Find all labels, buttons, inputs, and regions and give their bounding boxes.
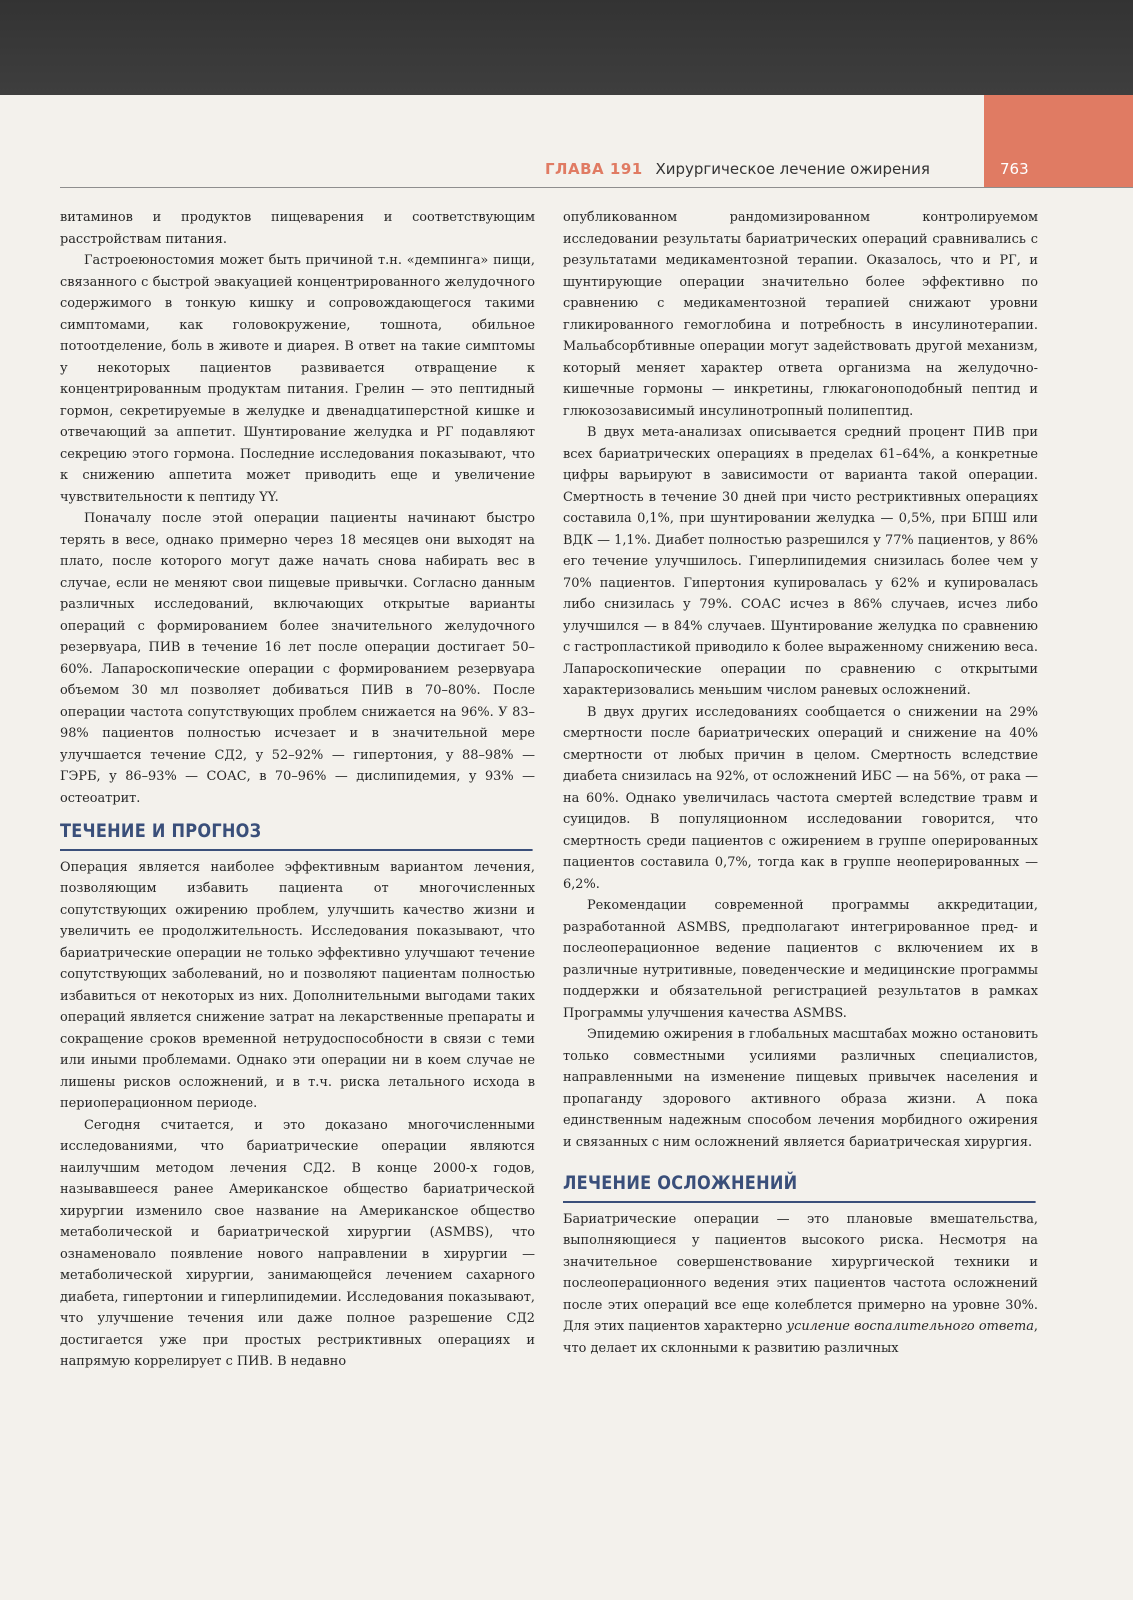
page-number: 763 xyxy=(1000,160,1029,178)
paragraph-text: , что делает их склонными к развитию различных xyxy=(563,1319,1039,1356)
paragraph xyxy=(563,1209,1038,1360)
left-column xyxy=(60,207,535,1373)
section-heading-course-prognosis: ТЕЧЕНИЕ И ПРОГНОЗ xyxy=(60,821,532,851)
paragraph: Сегодня считается, и это доказано многочисленными исследованиями, что бариатрические операции являются наилучшим методом лечения СД2. В конце 2000-х годов, называвшееся ранее Американское общество бариатрической хирургии изменило свое название на Американское общество метаболической и бариатрической хирургии (ASMBS), что ознаменовало появление нового направлении в хирургии — метаболической хирургии, занимающейся лечением сахарного диабета, гипертонии и гиперлипидемии. Исследования показывают, что улучшение течения или даже полное разрешение СД2 достигается уже при простых рестриктивных операциях и напрямую коррелирует с ПИВ. В недавно xyxy=(60,1117,535,1369)
header-rule xyxy=(60,187,1133,188)
chapter-title: Хирургическое лечение ожирения xyxy=(655,160,930,178)
paragraph: В двух других исследованиях сообщается о снижении на 29% смертности после бариатрических операций и снижение на 40% смертности от любых причин в целом. Смертность вследствие диабета снизилась на 92%, от осложнений ИБС — на 56%, от рака — на 60%. Однако увеличилась частота смертей вследствие травм и суицидов. В популяционном исследовании говорится, что смертность среди пациентов с ожирением в группе оперированных пациентов составила 0,7%, тогда как в группе неоперированных — 6,2%. xyxy=(563,704,1038,892)
paragraph: Поначалу после этой операции пациенты начинают быстро терять в весе, однако примерно через 18 месяцев они выходят на плато, после которого могут даже начать снова набирать вес в случае, если не меняют свои пищевые привычки. Согласно данным различных исследований, включающих открытые варианты операций с формированием более значительного желудочного резервуара, ПИВ в течение 16 лет после операции достигает 50–60%. Лапароскопические операции с формированием резервуара объемом 30 мл позволяет добиваться ПИВ в 70–80%. После операции частота сопутствующих проблем снижается на 96%. У 83–98% пациентов полностью исчезает и в значительной мере улучшается течение СД2, у 52–92% — гипертония, у 88–98% — ГЭРБ, у 86–93% — СОАС, в 70–96% — дислипидемия, у 93% — остеоатрит. xyxy=(60,511,535,806)
paragraph: В двух мета-анализах описывается средний процент ПИВ при всех бариатрических операциях в пределах 61–64%, а конкретные цифры варьируют в зависимости от варианта такой операции. Смертность в течение 30 дней при чисто рестриктивных операциях составила 0,1%, при шунтировании желудка — 0,5%, при БПШ или ВДК — 1,1%. Диабет полностью разрешился у 77% пациентов, у 86% его течение улучшилось. Гиперлипидемия снизилась более чем у 70% пациентов. Гипертония купировалась у 62% и купировалась либо снизилась у 79%. СОАС исчез в 86% случаев, исчез либо улучшился — в 84% случаев. Шунтирование желудка по сравнению с гастропластикой приводило к более выраженному снижению веса. Лапароскопические операции по сравнению с открытыми характеризовались меньшим числом раневых осложнений. xyxy=(563,425,1038,698)
paragraph: витаминов и продуктов пищеварения и соответствующим расстройствам питания. xyxy=(60,210,535,247)
paragraph: Рекомендации современной программы аккредитации, разработанной ASMBS, предполагают интегрированное пред- и послеоперационное ведение пациентов с включением их в различные нутритивные, поведенческие и медицинские программы поддержки и обязательной регистрацией результатов в рамках Программы улучшения качества ASMBS. xyxy=(563,898,1038,1021)
section-heading-complications: ЛЕЧЕНИЕ ОСЛОЖНЕНИЙ xyxy=(563,1173,1035,1203)
chapter-label: ГЛАВА 191 xyxy=(545,160,643,178)
emphasis-text: усиление воспалительного ответа xyxy=(786,1319,1034,1334)
running-header xyxy=(545,160,930,178)
paragraph: Операция является наиболее эффективным вариантом лечения, позволяющим избавить пациента от многочисленных сопутствующих ожирению проблем, улучшить качество жизни и увеличить ее продолжительность. Исследования показывают, что бариатрические операции не только эффективно улучшают течение сопутствующих заболеваний, но и позволяют пациентам полностью избавиться от некоторых из них. Дополнительными выгодами таких операций является снижение затрат на лекарственные препараты и сокращение сроков временной нетрудоспособности в связи с теми или иными проблемами. Однако эти операции ни в коем случае не лишены рисков осложнений, и в т.ч. риска летального исхода в периоперационном периоде. xyxy=(60,859,535,1111)
right-column xyxy=(563,207,1038,1359)
paragraph-text: Бариатрические операции — это плановые вмешательства, выполняющиеся у пациентов высокого риска. Несмотря на значительное совершенствование хирургической техники и послеоперационного ведения этих пациентов частота осложнений после этих операций все еще колеблется примерно на уровне 30%. Для этих пациентов характерно xyxy=(563,1211,1038,1334)
top-dark-band xyxy=(0,0,1133,95)
paragraph: Эпидемию ожирения в глобальных масштабах можно остановить только совместными усилиями различных специалистов, направленными на изменение пищевых привычек населения и пропаганду здорового активного образа жизни. А пока единственным надежным способом лечения морбидного ожирения и связанных с ним осложнений является бариатрическая хирургия. xyxy=(563,1027,1038,1150)
paragraph: Гастроеюностомия может быть причиной т.н. «демпинга» пищи, связанного с быстрой эвакуацией концентрированного желудочного содержимого в тонкую кишку и сопровождающегося такими симптомами, как головокружение, тошнота, обильное потоотделение, боль в животе и диарея. В ответ на такие симптомы у некоторых пациентов развивается отвращение к концентрированным продуктам питания. Грелин — это пептидный гормон, секретируемые в желудке и двенадцатиперстной кишке и отвечающий за аппетит. Шунтирование желудка и РГ подавляют секрецию этого гормона. Последние исследования показывают, что к снижению аппетита может приводить еще и увеличение чувствительности к пептиду YY. xyxy=(60,253,535,505)
paragraph: опубликованном рандомизированном контролируемом исследовании результаты бариатрических операций сравнивались с результатами медикаментозной терапии. Оказалось, что и РГ, и шунтирующие операции значительно более эффективно по сравнению с медикаментозной терапией снижают уровни гликированного гемоглобина и потребность в инсулинотерапии. Мальабсорбтивные операции могут задействовать другой механизм, который меняет характер ответа организма на желудочно-кишечные гормоны — инкретины, глюкагоноподобный пептид и глюкозозависимый инсулинотропный полипептид. xyxy=(563,210,1038,419)
